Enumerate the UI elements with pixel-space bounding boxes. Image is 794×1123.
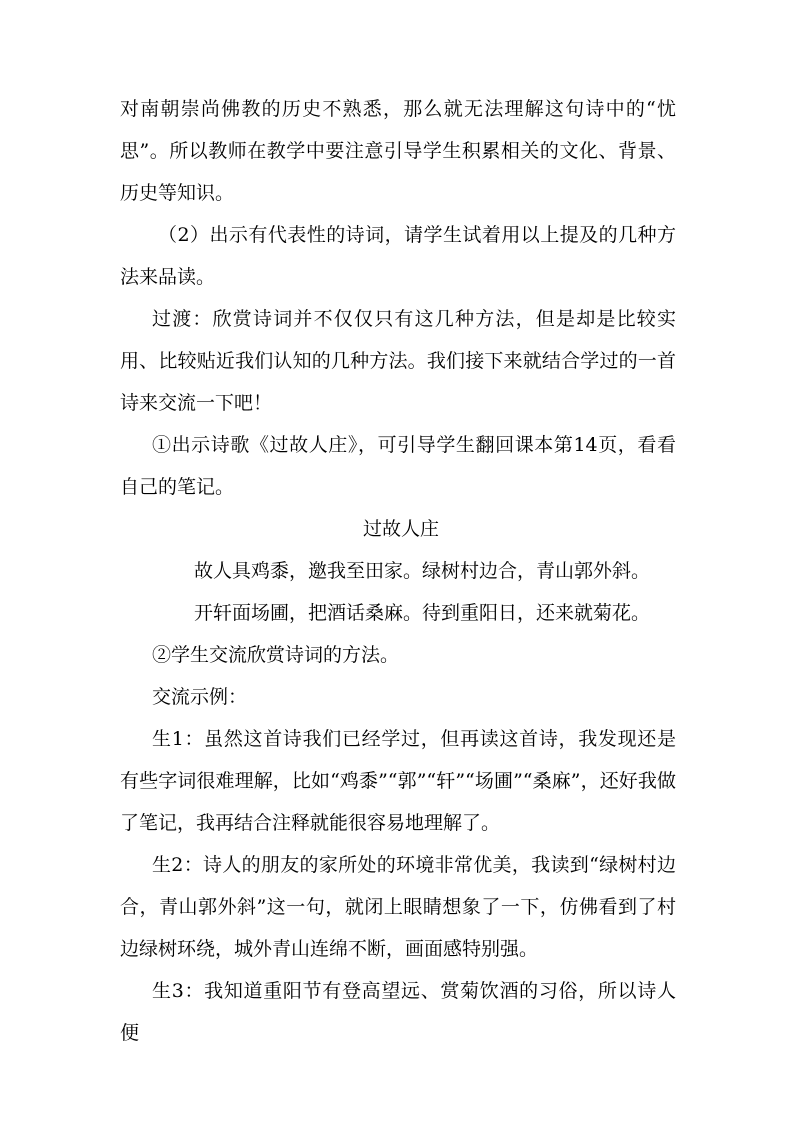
paragraph-step-2: （2）出示有代表性的诗词，请学生试着用以上提及的几种方法来品读。 bbox=[120, 224, 676, 288]
poem-title: 过故人庄 bbox=[362, 518, 439, 540]
paragraph-student-2: 生2：诗人的朋友的家所处的环境非常优美，我读到“绿树村边合，青山郭外斜”这一句，就闭上眼睛想象了一下，仿佛看到了村边绿树环绕，城外青山连绵不断，画面感特别强。 bbox=[120, 854, 676, 960]
paragraph-student-exchange: ②学生交流欣赏诗词的方法。 bbox=[152, 644, 400, 666]
paragraph-show-poem: ①出示诗歌《过故人庄》，可引导学生翻回课本第14页，看看自己的笔记。 bbox=[120, 434, 676, 498]
paragraph-example-label: 交流示例： bbox=[152, 686, 248, 708]
document-body bbox=[120, 88, 676, 1054]
paragraph-transition: 过渡：欣赏诗词并不仅仅只有这几种方法，但是却是比较实用、比较贴近我们认知的几种方法。我们接下来就结合学过的一首诗来交流一下吧！ bbox=[120, 308, 676, 414]
paragraph-student-3: 生3：我知道重阳节有登高望远、赏菊饮酒的习俗，所以诗人便 bbox=[120, 980, 676, 1044]
poem-line-2: 开轩面场圃，把酒话桑麻。待到重阳日，还来就菊花。 bbox=[194, 602, 651, 624]
paragraph-student-1: 生1：虽然这首诗我们已经学过，但再读这首诗，我发现还是有些字词很难理解，比如“鸡黍”“郭”“轩”“场圃”“桑麻”，还好我做了笔记，我再结合注释就能很容易地理解了。 bbox=[120, 728, 676, 834]
poem-line-1: 故人具鸡黍，邀我至田家。绿树村边合，青山郭外斜。 bbox=[194, 560, 651, 582]
paragraph-history-context: 对南朝崇尚佛教的历史不熟悉，那么就无法理解这句诗中的“忧思”。所以教师在教学中要注意引导学生积累相关的文化、背景、历史等知识。 bbox=[120, 98, 676, 204]
